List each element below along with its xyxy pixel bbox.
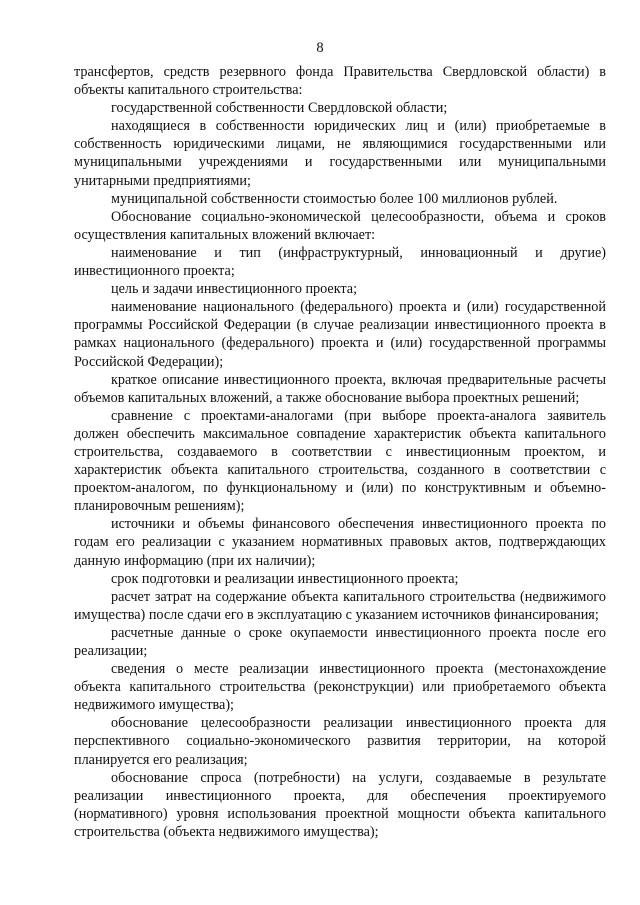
body-paragraph: трансфертов, средств резервного фонда Правительства Свердловской области) в объекты капитального строительства: — [74, 64, 606, 99]
document-body — [74, 63, 606, 841]
body-paragraph: находящиеся в собственности юридических лиц и (или) приобретаемые в собственность юридическими лицами, не являющимися государственными или муниципальными учреждениями и государственными или муниципальными унитарными предприятиями; — [74, 118, 606, 189]
page-number: 8 — [316, 40, 324, 56]
body-paragraph: обоснование целесообразности реализации инвестиционного проекта для перспективного социально-экономического развития территории, на которой планируется его реализация; — [74, 715, 606, 768]
body-paragraph: муниципальной собственности стоимостью более 100 миллионов рублей. — [111, 190, 558, 207]
body-paragraph: сравнение с проектами-аналогами (при выборе проекта-аналога заявитель должен обеспечить максимальное совпадение характеристик объекта капитального строительства, создаваемого в соответствии с инвестиционным проектом, и характеристик объекта капитального строительства, созданного в соответствии с проектом-аналогом, по функциональному и (или) по конструктивным и объемно-планировочным решениям); — [74, 407, 606, 515]
body-paragraph: наименование национального (федерального) проекта и (или) государственной программы Российской Федерации (в случае реализации инвестиционного проекта в рамках национального (федерального) проекта и (или) государственной программы Российской Федерации); — [74, 299, 606, 370]
body-paragraph: срок подготовки и реализации инвестиционного проекта; — [111, 570, 459, 587]
body-paragraph: Обоснование социально-экономической целесообразности, объема и сроков осуществления капитальных вложений включает: — [74, 208, 606, 243]
body-paragraph: расчет затрат на содержание объекта капитального строительства (недвижимого имущества) после сдачи его в эксплуатацию с указанием источников финансирования; — [74, 588, 606, 623]
body-paragraph: расчетные данные о сроке окупаемости инвестиционного проекта после его реализации; — [74, 624, 606, 659]
body-paragraph: краткое описание инвестиционного проекта, включая предварительные расчеты объемов капитальных вложений, а также обоснование выбора проектных решений; — [74, 371, 606, 406]
body-paragraph: цель и задачи инвестиционного проекта; — [111, 281, 358, 298]
body-paragraph: сведения о месте реализации инвестиционного проекта (местонахождение объекта капитального строительства (реконструкции) или приобретаемого объекта недвижимого имущества); — [74, 661, 606, 714]
body-paragraph: обоснование спроса (потребности) на услуги, создаваемые в результате реализации инвестиционного проекта, для обеспечения проектируемого (нормативного) уровня использования проектной мощности объекта капитального строительства (объекта недвижимого имущества); — [74, 769, 606, 840]
body-paragraph: государственной собственности Свердловской области; — [111, 100, 448, 117]
body-paragraph: источники и объемы финансового обеспечения инвестиционного проекта по годам его реализации с указанием нормативных правовых актов, подтверждающих данную информацию (при их наличии); — [74, 516, 606, 569]
body-paragraph: наименование и тип (инфраструктурный, инновационный и другие) инвестиционного проекта; — [74, 244, 606, 280]
